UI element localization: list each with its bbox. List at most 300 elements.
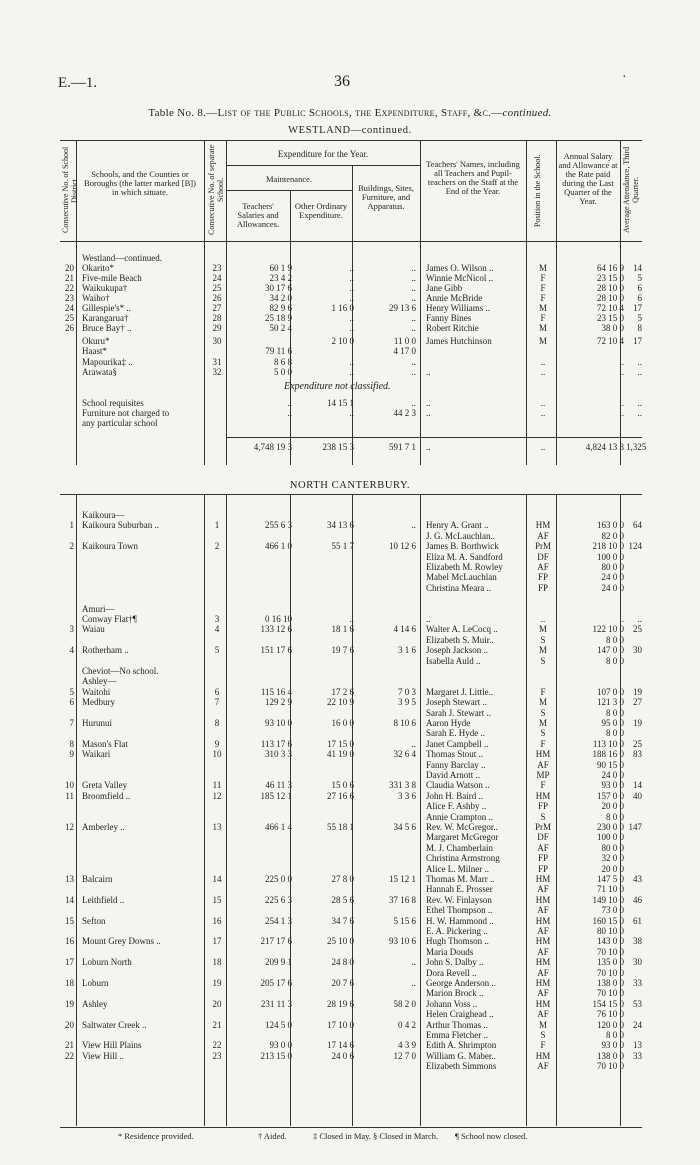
school-number: 23 xyxy=(212,1050,222,1061)
page-mark: · xyxy=(622,70,627,85)
table-row xyxy=(60,418,642,428)
annual-salary-cell: 20 0 0 xyxy=(601,801,624,812)
col-divider xyxy=(556,494,557,1126)
attendance-cell: 27 xyxy=(633,697,642,708)
teacher-name: J. G. McLauchlan.. xyxy=(426,530,495,541)
school-name: Balcairn xyxy=(82,874,113,884)
buildings-cell: 4 14 6 xyxy=(393,624,416,635)
table-row xyxy=(60,367,642,377)
school-name: Kaikoura Suburban .. xyxy=(82,520,159,531)
col-divider xyxy=(352,494,353,1126)
col-divider xyxy=(290,494,291,1126)
school-name: Amuri— xyxy=(82,603,115,614)
position-cell: F xyxy=(540,283,546,293)
position-cell: S xyxy=(540,655,546,666)
table-row xyxy=(60,520,642,530)
other-expenditure-cell: 27 8 0 xyxy=(331,874,354,884)
position-cell: .. xyxy=(540,614,546,624)
table-row xyxy=(60,303,642,313)
district-number: 21 xyxy=(65,273,74,283)
footnote: † Aided. xyxy=(258,1131,287,1141)
other-expenditure-cell: 28 5 6 xyxy=(331,894,354,905)
col-divider xyxy=(420,494,421,1126)
district-number: 7 xyxy=(69,718,74,728)
annual-salary-cell: 71 10 0 xyxy=(597,884,624,895)
school-name: Mapourika‡ .. xyxy=(82,357,133,367)
annual-salary-cell: 95 0 0 xyxy=(601,718,624,728)
col-header-maintenance: Maintenance. xyxy=(265,174,313,184)
attendance-cell: 14 xyxy=(633,263,642,273)
attendance-cell: .. xyxy=(637,398,642,408)
position-cell: AF xyxy=(537,967,549,978)
buildings-cell: 15 12 1 xyxy=(389,874,416,884)
annual-salary-cell: 147 5 0 xyxy=(597,874,624,884)
buildings-cell: 93 10 6 xyxy=(389,936,416,947)
school-name: Gillespie's* .. xyxy=(82,303,131,313)
teacher-name: Claudia Watson .. xyxy=(426,780,490,791)
buildings-cell: .. xyxy=(411,367,416,377)
position-cell: AF xyxy=(537,884,549,895)
attendance-cell: 13 xyxy=(633,1040,642,1051)
buildings-cell: .. xyxy=(411,273,416,283)
table-row xyxy=(60,874,642,884)
annual-salary-cell: 28 10 0 xyxy=(597,293,624,303)
school-name: Okarito* xyxy=(82,263,114,273)
other-expenditure-cell: 15 0 6 xyxy=(331,780,354,791)
teachers-salaries-cell: 225 0 0 xyxy=(265,874,292,884)
attendance-cell: 19 xyxy=(633,718,642,728)
annual-salary-cell: 24 0 0 xyxy=(601,770,624,780)
teacher-name: Elizabeth Simmons xyxy=(426,1061,497,1072)
table-row xyxy=(60,905,642,915)
buildings-cell: 44 2 3 xyxy=(393,408,416,418)
teacher-name: .. xyxy=(426,408,431,418)
teacher-name: Alice F. Ashby .. xyxy=(426,801,487,812)
school-name: Bruce Bay† .. xyxy=(82,323,132,333)
buildings-cell: 34 5 6 xyxy=(393,822,416,832)
teachers-salaries-cell: 466 1 0 xyxy=(265,541,292,552)
district-number: 5 xyxy=(69,686,74,697)
table-row xyxy=(60,541,642,551)
school-name: Medbury xyxy=(82,697,115,708)
school-name: Greta Valley xyxy=(82,780,128,791)
col-header-position: Position in the School. xyxy=(533,154,542,228)
other-expenditure-cell: .. xyxy=(349,323,354,333)
school-number: 30 xyxy=(212,336,222,346)
teacher-name: Hugh Thomson .. xyxy=(426,936,489,947)
position-cell: M xyxy=(538,303,547,313)
teachers-salaries-cell: 23 4 2 xyxy=(269,273,292,283)
annual-salary-cell: .. xyxy=(619,408,624,418)
other-expenditure-cell: 25 10 0 xyxy=(327,936,354,947)
teachers-salaries-cell: 151 17 6 xyxy=(260,645,292,656)
teacher-name: Alice L. Milner .. xyxy=(426,863,489,874)
buildings-cell: .. xyxy=(411,293,416,303)
annual-salary-cell: 149 10 0 xyxy=(592,894,624,905)
buildings-cell: 37 16 8 xyxy=(389,894,416,905)
attendance-cell: 6 xyxy=(637,293,642,303)
annual-salary-cell: 82 0 0 xyxy=(601,530,624,541)
footnote: ‡ Closed in May. xyxy=(313,1131,372,1141)
table-row xyxy=(60,666,642,676)
teacher-name: E. A. Pickering .. xyxy=(426,926,488,936)
attendance-cell: 25 xyxy=(633,624,642,635)
teachers-salaries-cell: 46 11 3 xyxy=(265,780,292,791)
teacher-name: Joseph Jackson .. xyxy=(426,645,488,656)
attendance-cell: 5 xyxy=(637,313,642,323)
table-row xyxy=(60,822,642,832)
attendance-cell: .. xyxy=(637,408,642,418)
other-expenditure-cell: 20 7 6 xyxy=(331,978,354,988)
attendance-cell: 43 xyxy=(633,874,642,884)
table-row xyxy=(60,283,642,293)
buildings-cell: 0 4 2 xyxy=(398,1019,416,1030)
annual-salary-cell: 120 0 0 xyxy=(597,1019,624,1030)
position-cell: F xyxy=(540,313,546,323)
table-row xyxy=(60,1061,642,1071)
teacher-name: Sarah J. Stewart .. xyxy=(426,707,491,718)
teacher-name: Rev. W. Finlayson xyxy=(426,894,492,905)
table-row xyxy=(60,791,642,801)
expenditure-rule xyxy=(226,165,420,166)
annual-salary-cell: 70 10 0 xyxy=(597,1061,624,1072)
footnote: ¶ School now closed. xyxy=(455,1131,528,1141)
position-cell: AF xyxy=(537,926,549,936)
table-row xyxy=(60,656,642,666)
requisite-label: any particular school xyxy=(82,418,158,428)
district-number: 20 xyxy=(65,263,74,273)
position-cell: F xyxy=(540,686,546,697)
district-number: 17 xyxy=(65,957,74,968)
district-number: 18 xyxy=(65,978,74,988)
buildings-cell: .. xyxy=(411,323,416,333)
requisite-label: Furniture not charged to xyxy=(82,408,170,418)
school-number: 1 xyxy=(214,520,220,531)
buildings-cell: 7 0 3 xyxy=(398,686,416,697)
position-cell: M xyxy=(538,336,547,346)
school-number: 29 xyxy=(212,323,222,333)
annual-salary-cell: 93 0 0 xyxy=(601,1040,624,1051)
annual-salary-cell: 23 15 0 xyxy=(597,273,624,283)
position-cell: .. xyxy=(540,367,546,377)
school-number: 12 xyxy=(212,790,222,801)
school-name: Mason's Flat xyxy=(82,738,128,749)
total-salaries: 4,748 19 3 xyxy=(253,442,292,452)
table-row xyxy=(60,293,642,303)
position-cell: S xyxy=(540,634,546,645)
table-row xyxy=(60,947,642,957)
teachers-salaries-cell: 115 16 4 xyxy=(260,686,292,697)
district-number: 21 xyxy=(65,1040,74,1051)
annual-salary-cell: 230 0 0 xyxy=(597,822,624,832)
district-number: 4 xyxy=(69,645,74,656)
school-name: Arawata§ xyxy=(82,367,117,377)
school-number: 31 xyxy=(212,357,222,367)
table-row xyxy=(60,895,642,905)
table-row xyxy=(60,812,642,822)
teachers-salaries-cell: 113 17 6 xyxy=(260,738,292,749)
table-row xyxy=(60,760,642,770)
buildings-cell: 5 15 6 xyxy=(393,915,416,926)
table-title-suffix: continued. xyxy=(502,107,552,119)
total-teacher: .. xyxy=(426,442,431,452)
table-row xyxy=(60,728,642,738)
annual-salary-cell: 160 15 0 xyxy=(592,915,624,926)
teachers-salaries-cell: 5 0 0 xyxy=(274,367,292,377)
table-row xyxy=(60,645,642,655)
teacher-name: M. J. Chamberlain xyxy=(426,842,493,853)
annual-salary-cell: 113 10 0 xyxy=(592,738,624,749)
district-number: 13 xyxy=(65,874,74,884)
position-cell: PrM xyxy=(534,541,551,552)
other-expenditure-cell: 2 10 0 xyxy=(331,336,354,346)
attendance-cell: 30 xyxy=(633,645,642,656)
teachers-salaries-cell: 50 2 4 xyxy=(269,323,292,333)
other-expenditure-cell: .. xyxy=(349,263,354,273)
annual-salary-cell: 73 0 0 xyxy=(601,905,624,916)
annual-salary-cell: 138 0 0 xyxy=(597,978,624,988)
table-row xyxy=(60,531,642,541)
table-row xyxy=(60,253,642,263)
position-cell: FP xyxy=(537,582,548,593)
teacher-name: Margaret McGregor xyxy=(426,832,499,843)
table-title-text: List of the Public Schools, the Expenditure, Staff, &c.— xyxy=(217,107,503,119)
position-cell: HM xyxy=(535,978,551,988)
teachers-salaries-cell: .. xyxy=(287,408,292,418)
school-number: 14 xyxy=(212,874,222,884)
school-number: 9 xyxy=(214,738,220,749)
col-header-other-expenditure: Other Ordinary Expenditure. xyxy=(294,201,348,220)
buildings-cell: 32 6 4 xyxy=(393,749,416,760)
annual-salary-cell: 107 0 0 xyxy=(597,686,624,697)
header-bottom-rule xyxy=(60,241,642,242)
teachers-salaries-cell: 213 15 0 xyxy=(260,1050,292,1061)
position-cell: HM xyxy=(535,915,551,926)
position-cell: S xyxy=(540,811,546,822)
position-cell: F xyxy=(540,1040,546,1051)
school-number: 28 xyxy=(212,313,222,323)
attendance-cell: .. xyxy=(637,367,642,377)
teachers-salaries-cell: 225 6 3 xyxy=(265,894,292,905)
school-name: Ashley— xyxy=(82,676,117,687)
teacher-name: Thomas M. Marr .. xyxy=(426,874,495,884)
position-cell: FP xyxy=(537,863,548,874)
school-number: 8 xyxy=(214,718,220,728)
school-name: Kaikoura Town xyxy=(82,541,138,552)
school-name: View Hill .. xyxy=(82,1050,124,1061)
col-header-buildings: Buildings, Sites, Furniture, and Apparatus. xyxy=(358,183,414,211)
table-row xyxy=(60,884,642,894)
buildings-cell: .. xyxy=(411,978,416,988)
teacher-name: Margaret J. Little.. xyxy=(426,686,494,697)
col-divider xyxy=(620,494,621,1126)
table-row xyxy=(60,843,642,853)
district-number: 19 xyxy=(65,998,74,1009)
attendance-cell: 83 xyxy=(633,749,642,760)
other-expenditure-cell: 28 19 6 xyxy=(327,998,354,1009)
other-expenditure-cell: .. xyxy=(349,273,354,283)
other-expenditure-cell: .. xyxy=(349,293,354,303)
school-name: Mount Grey Downs .. xyxy=(82,936,161,947)
teachers-salaries-cell: 34 2 0 xyxy=(269,293,292,303)
school-name: Haast* xyxy=(82,346,107,356)
district-number: 23 xyxy=(65,293,74,303)
teacher-name: Christina Meara .. xyxy=(426,582,491,593)
buildings-cell: 58 2 0 xyxy=(393,998,416,1009)
annual-salary-cell: 23 15 0 xyxy=(597,313,624,323)
teacher-name: James O. Wilson .. xyxy=(426,263,494,273)
school-number: 20 xyxy=(212,998,222,1009)
teachers-salaries-cell: 231 11 3 xyxy=(260,998,292,1009)
teacher-name: .. xyxy=(426,367,431,377)
school-number: 25 xyxy=(212,283,222,293)
teacher-name: James B. Borthwick xyxy=(426,541,499,552)
teachers-salaries-cell: 93 10 0 xyxy=(265,718,292,728)
other-expenditure-cell: 18 1 6 xyxy=(331,624,354,635)
teachers-salaries-cell: 254 1 3 xyxy=(265,915,292,926)
position-cell: F xyxy=(540,293,546,303)
teacher-name: Aaron Hyde xyxy=(426,718,471,728)
document-code: E.—1. xyxy=(58,75,98,91)
total-position: .. xyxy=(540,442,546,452)
teacher-name: John H. Baird .. xyxy=(426,790,483,801)
table-row xyxy=(60,708,642,718)
table-row xyxy=(60,263,642,273)
annual-salary-cell: 8 0 0 xyxy=(606,655,624,666)
buildings-cell: .. xyxy=(411,357,416,367)
position-cell: AF xyxy=(537,1009,549,1020)
buildings-cell: .. xyxy=(411,957,416,968)
school-number: 7 xyxy=(214,697,220,708)
table-title xyxy=(0,107,700,119)
teacher-name: Johann Voss .. xyxy=(426,998,478,1009)
other-expenditure-cell: 24 8 0 xyxy=(331,957,354,968)
annual-salary-cell: 90 15 0 xyxy=(597,759,624,770)
table-row xyxy=(60,1030,642,1040)
teachers-salaries-cell: 79 11 6 xyxy=(265,346,292,356)
teacher-name: Sarah E. Hyde .. xyxy=(426,728,485,739)
col-header-expenditure: Expenditure for the Year. xyxy=(277,149,369,159)
buildings-cell: .. xyxy=(411,520,416,531)
table-row xyxy=(60,614,642,624)
school-number: 24 xyxy=(212,273,222,283)
school-name: Conway Flat†¶ xyxy=(82,614,137,624)
teacher-name: Dora Revell .. xyxy=(426,967,477,978)
teacher-name: Janet Campbell .. xyxy=(426,738,489,749)
district-number: 24 xyxy=(65,303,74,313)
annual-salary-cell: 93 0 0 xyxy=(601,780,624,791)
maintenance-rule xyxy=(226,190,352,191)
buildings-cell: 12 7 0 xyxy=(393,1050,416,1061)
district-number: 1 xyxy=(69,520,74,531)
position-cell: M xyxy=(538,1019,547,1030)
annual-salary-cell: 72 10 4 xyxy=(597,336,624,346)
requisite-label: School requisites xyxy=(82,398,144,408)
position-cell: FP xyxy=(537,572,548,583)
table-row xyxy=(60,593,642,603)
school-name: Cheviot—No school. xyxy=(82,666,159,676)
position-cell: F xyxy=(540,738,546,749)
buildings-cell: 4 3 9 xyxy=(398,1040,416,1051)
other-expenditure-cell: 14 15 1 xyxy=(327,398,354,408)
annual-salary-cell: 64 16 9 xyxy=(597,263,624,273)
table-row xyxy=(60,926,642,936)
buildings-cell: 3 1 6 xyxy=(398,645,416,656)
district-number: 25 xyxy=(65,313,74,323)
teacher-name: Winnie McNicol .. xyxy=(426,273,494,283)
other-expenditure-cell: 1 16 0 xyxy=(331,303,354,313)
position-cell: M xyxy=(538,697,547,708)
not-classified-label: Expenditure not classified. xyxy=(284,381,391,392)
teacher-name: Arthur Thomas .. xyxy=(426,1019,488,1030)
region-westland: WESTLAND—continued. xyxy=(288,125,412,136)
table-row xyxy=(60,604,642,614)
teacher-name: Emma Fletcher .. xyxy=(426,1030,488,1040)
col-header-consec-district: Consecutive No. of School District. xyxy=(61,146,79,234)
annual-salary-cell: 70 10 0 xyxy=(597,967,624,978)
col-divider xyxy=(526,494,527,1126)
table-row xyxy=(60,676,642,686)
table-row xyxy=(60,346,642,356)
attendance-cell: 14 xyxy=(633,780,642,791)
teacher-name: Edith A. Shrimpton xyxy=(426,1040,497,1051)
annual-salary-cell: 157 0 0 xyxy=(597,790,624,801)
footnote: * Residence provided. xyxy=(118,1131,194,1141)
district-number: 26 xyxy=(65,323,74,333)
teacher-name: Elizabeth S. Muir.. xyxy=(426,634,494,645)
table-row xyxy=(60,583,642,593)
buildings-cell: 8 10 6 xyxy=(393,718,416,728)
annual-salary-cell: 188 16 0 xyxy=(592,749,624,760)
position-cell: HM xyxy=(535,998,551,1009)
teacher-name: Annie McBride xyxy=(426,293,483,303)
footnote: § Closed in March. xyxy=(373,1131,439,1141)
district-number: 15 xyxy=(65,915,74,926)
col-divider xyxy=(204,494,205,1126)
position-cell: S xyxy=(540,707,546,718)
school-number: 27 xyxy=(212,303,222,313)
position-cell: AF xyxy=(537,530,549,541)
other-expenditure-cell: 17 15 0 xyxy=(327,738,354,749)
table-row xyxy=(60,1040,642,1050)
other-expenditure-cell: 27 16 6 xyxy=(327,790,354,801)
annual-salary-cell: 8 0 0 xyxy=(606,634,624,645)
table-row xyxy=(60,697,642,707)
other-expenditure-cell: 17 14 6 xyxy=(327,1040,354,1051)
teachers-salaries-cell: 217 17 6 xyxy=(260,936,292,947)
teachers-salaries-cell: 124 5 0 xyxy=(265,1019,292,1030)
teacher-name: Maria Douds xyxy=(426,946,474,957)
teacher-name: Thomas Stout .. xyxy=(426,749,484,760)
annual-salary-cell: 8 0 0 xyxy=(606,811,624,822)
annual-salary-cell: .. xyxy=(619,614,624,624)
annual-salary-cell: 38 0 0 xyxy=(601,323,624,333)
district-number: 14 xyxy=(65,894,74,905)
attendance-cell: .. xyxy=(637,614,642,624)
teacher-name: Rev. W. McGregor.. xyxy=(426,822,498,832)
teachers-salaries-cell: 8 6 8 xyxy=(274,357,292,367)
table-row xyxy=(60,936,642,946)
total-attendance: 1,325 xyxy=(626,442,647,452)
total-annual: 4,824 13 3 xyxy=(585,442,624,452)
teachers-salaries-cell: 185 12 1 xyxy=(260,790,292,801)
teacher-name: Walter A. LeCocq .. xyxy=(426,624,498,635)
position-cell: AF xyxy=(537,759,549,770)
district-number: 3 xyxy=(69,624,74,635)
district-number: 10 xyxy=(65,780,74,791)
school-name: Saltwater Creek .. xyxy=(82,1019,147,1030)
school-number: 23 xyxy=(212,263,222,273)
